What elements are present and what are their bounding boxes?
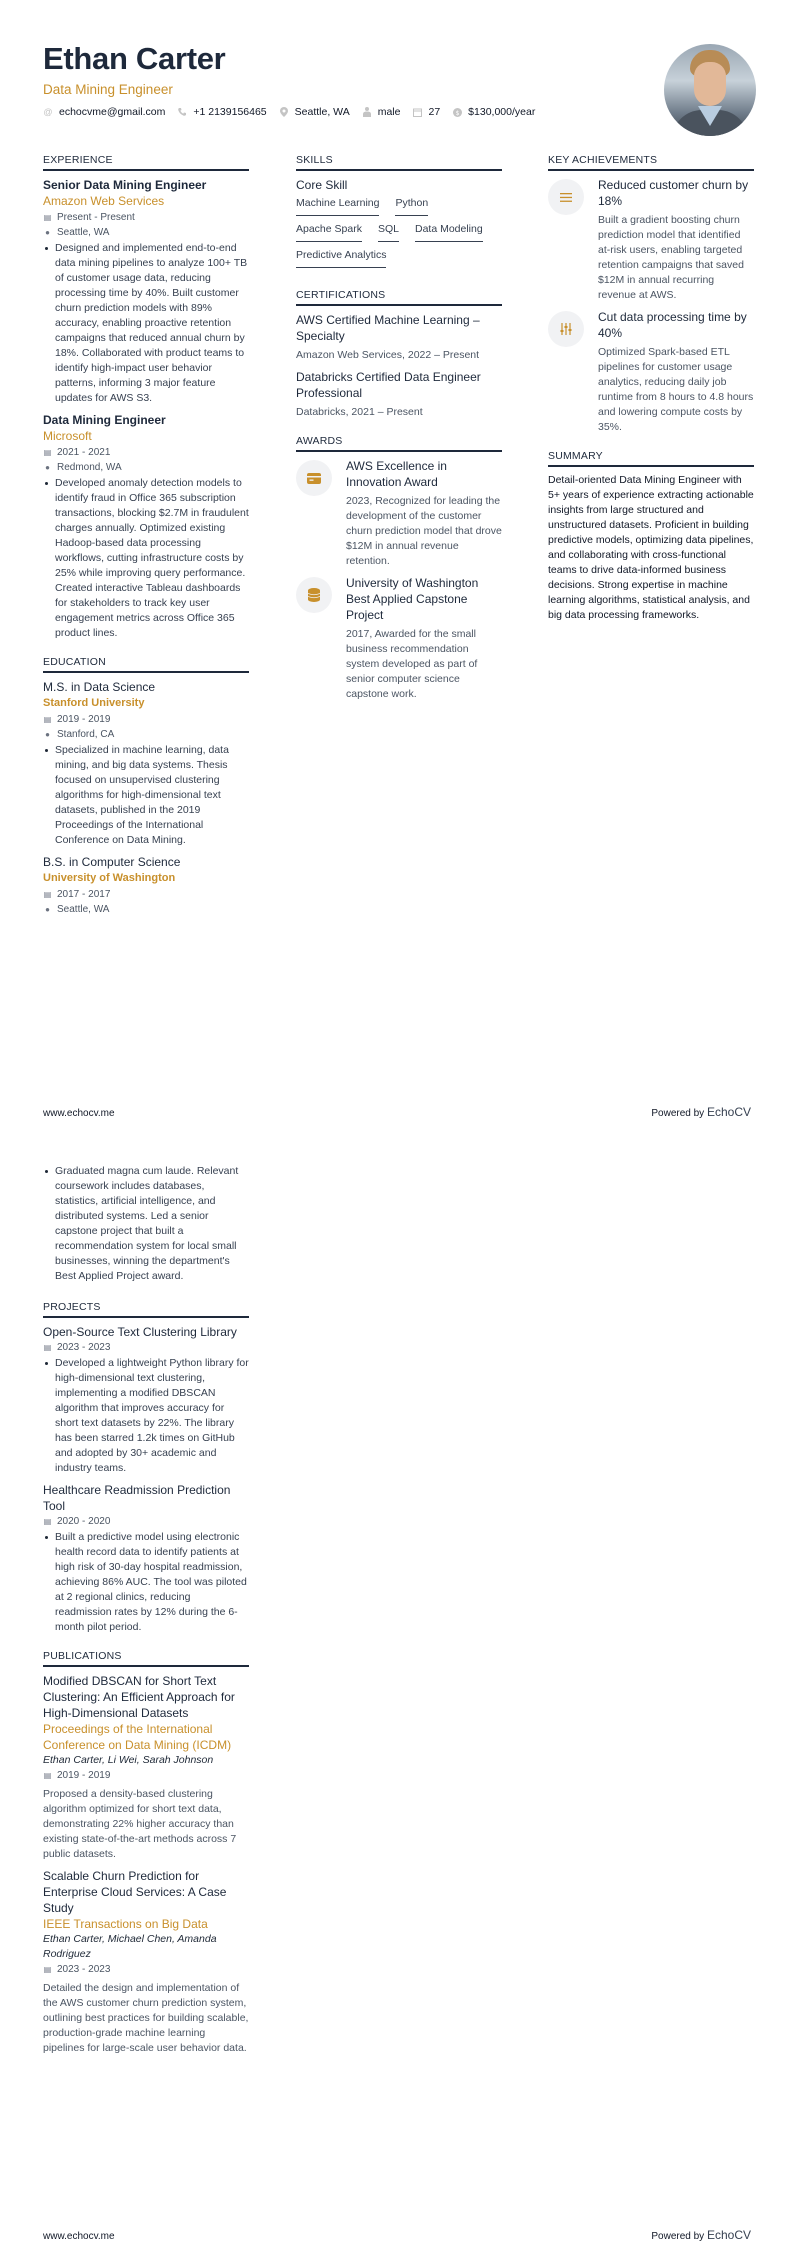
education-entry <box>43 854 249 917</box>
contact-age <box>412 104 440 120</box>
publication-entry <box>43 1868 249 2056</box>
project-entry <box>43 1324 249 1476</box>
calendar-icon: ▤ <box>43 1771 52 1780</box>
cert-title: Databricks Certified Data Engineer Professional <box>296 370 481 400</box>
edu-bullet: Specialized in machine learning, data mining, and big data systems. Thesis focused on unsupervised clustering algorithms for high-dimensional text datasets, published in the 2019 Proceedings of the International Conference on Data Mining. <box>43 743 249 848</box>
summary-text: Detail-oriented Data Mining Engineer with 5+ years of experience extracting actionable insights from large structured and unstructured datasets. Proficient in building predictive models, optimizing data pipelines, and collaborating with cross-functional teams to drive data-informed business decisions. Strong expertise in machine learning algorithms, statistical analysis, and big data processing frameworks. <box>548 474 754 621</box>
section-heading: KEY ACHIEVEMENTS <box>548 153 754 171</box>
candidate-name: Ethan Carter <box>43 41 226 76</box>
salary-value: $130,000/year <box>468 106 536 118</box>
at-icon: @ <box>43 107 53 117</box>
edu-location: ● Seattle, WA <box>43 902 249 917</box>
contact-gender <box>362 104 401 120</box>
coins-icon <box>296 577 332 613</box>
projects-section <box>43 1300 249 1635</box>
education-entry <box>43 679 249 848</box>
calendar-icon: ▤ <box>43 1965 52 1974</box>
lines-icon <box>548 179 584 215</box>
achievement-entry <box>548 309 754 435</box>
publication-authors: Ethan Carter, Li Wei, Sarah Johnson <box>43 1754 214 1766</box>
middle-column <box>296 153 502 716</box>
brand-name[interactable]: EchoCV <box>706 1105 751 1119</box>
section-heading: EXPERIENCE <box>43 153 249 171</box>
edu-bullet: Graduated magna cum laude. Relevant coursework includes databases, statistics, artificial intelligence, and distributed systems. Led a senior capstone project that built a recommendation system for local small businesses, winning the department's Best Applied Project award. <box>43 1164 249 1284</box>
publication-title: Scalable Churn Prediction for Enterprise Cloud Services: A Case Study <box>43 1869 227 1915</box>
section-heading: AWARDS <box>296 434 502 452</box>
award-title: University of Washington Best Applied Capstone Project <box>346 576 479 622</box>
edu-dates: ▤ 2017 - 2017 <box>43 889 111 900</box>
brand-name[interactable]: EchoCV <box>706 2228 751 2242</box>
achievement-entry <box>548 177 754 303</box>
location-pin-icon: ● <box>45 730 50 739</box>
resume-header <box>43 40 643 120</box>
website-link[interactable]: www.echocv.me <box>43 2231 115 2242</box>
page-footer <box>43 1105 751 1119</box>
publication-authors: Ethan Carter, Michael Chen, Amanda Rodriguez <box>43 1933 217 1960</box>
avatar <box>664 44 756 136</box>
award-desc: 2023, Recognized for leading the development of the customer churn prediction model that drove $12M in annual revenue retention. <box>346 495 502 567</box>
publication-entry <box>43 1673 249 1862</box>
resume-page-2 <box>0 1123 794 2246</box>
project-dates: ▤ 2023 - 2023 <box>43 1342 111 1353</box>
calendar-icon: ▤ <box>43 890 52 899</box>
certifications-section <box>296 288 502 420</box>
contact-salary <box>452 104 535 120</box>
calendar-icon: ▤ <box>43 448 52 457</box>
salary-icon <box>452 107 462 117</box>
location-pin-icon: ● <box>45 463 50 472</box>
contact-phone[interactable] <box>177 104 266 120</box>
skill-tag: Apache Spark <box>296 222 362 242</box>
powered-by: Powered by EchoCV <box>651 2228 751 2242</box>
skill-group-title: Core Skill <box>296 178 348 192</box>
section-heading: EDUCATION <box>43 655 249 673</box>
achievement-desc: Optimized Spark-based ETL pipelines for customer usage analytics, reducing daily job runtime from 8 hours to 4.8 hours and lowering compute costs by 35%. <box>598 346 754 433</box>
section-heading: PROJECTS <box>43 1300 249 1318</box>
cert-meta: Amazon Web Services, 2022 – Present <box>296 349 480 361</box>
project-entry <box>43 1482 249 1635</box>
achievements-section <box>548 153 754 435</box>
project-title: Open-Source Text Clustering Library <box>43 1325 237 1339</box>
experience-section <box>43 153 249 641</box>
candidate-title: Data Mining Engineer <box>43 82 173 97</box>
contact-row <box>43 104 643 120</box>
job-dates: ▤ 2021 - 2021 <box>43 447 111 458</box>
calendar-icon <box>412 107 422 117</box>
cert-title: AWS Certified Machine Learning – Specialty <box>296 313 480 343</box>
skills-section <box>296 153 502 274</box>
degree: M.S. in Data Science <box>43 680 156 694</box>
job-location: ● Seattle, WA <box>43 225 249 240</box>
award-title: AWS Excellence in Innovation Award <box>346 459 447 489</box>
project-bullet: Built a predictive model using electronic health record data to identify patients at high risk of 30-day hospital readmission, achieving 86% AUC. The tool was piloted at 2 regional clinics, reducing readmission rates by 12% during the 6-month pilot period. <box>43 1530 249 1635</box>
award-desc: 2017, Awarded for the small business recommendation system developed as part of senior computer science capstone work. <box>346 628 478 700</box>
publication-dates: ▤ 2023 - 2023 <box>43 1964 111 1975</box>
publication-title: Modified DBSCAN for Short Text Clustering: An Efficient Approach for High-Dimensional Datasets <box>43 1674 235 1720</box>
location-pin-icon: ● <box>45 228 50 237</box>
job-entry <box>43 177 249 406</box>
contact-email[interactable] <box>43 104 165 120</box>
company-name: Amazon Web Services <box>43 194 165 208</box>
project-title: Healthcare Readmission Prediction Tool <box>43 1483 231 1513</box>
cert-meta: Databricks, 2021 – Present <box>296 406 423 418</box>
person-icon <box>362 107 372 117</box>
right-column <box>548 153 754 637</box>
project-bullet: Developed a lightweight Python library for high-dimensional text clustering, implementing a modified DBSCAN algorithm that improves accuracy for short text datasets by 22%. The library has been starred 1.2k times on GitHub and adopted by 30+ academic and industry teams. <box>43 1356 249 1476</box>
contact-location <box>279 104 350 120</box>
project-dates: ▤ 2020 - 2020 <box>43 1516 111 1527</box>
school-name: Stanford University <box>43 697 145 709</box>
location-pin-icon <box>279 107 289 117</box>
edu-location: ● Stanford, CA <box>43 727 249 742</box>
awards-section <box>296 434 502 702</box>
education-section <box>43 655 249 917</box>
calendar-icon: ▤ <box>43 715 52 724</box>
edu-dates: ▤ 2019 - 2019 <box>43 714 111 725</box>
section-heading: PUBLICATIONS <box>43 1649 249 1667</box>
email-value: echocvme@gmail.com <box>59 106 166 118</box>
skill-tag: SQL <box>378 222 399 242</box>
skill-tag: Predictive Analytics <box>296 248 386 268</box>
calendar-icon: ▤ <box>43 213 52 222</box>
calendar-icon: ▤ <box>43 1343 52 1352</box>
job-bullet: Designed and implemented end-to-end data mining pipelines to analyze 100+ TB of customer usage data, reducing processing time by 40%. Built customer churn prediction models with 89% accuracy, enabling proactive retention campaigns that reduced annual churn by 18%. Collaborated with product teams to identify high-impact user behavior patterns, informing 3 major feature updates for AWS S3. <box>43 241 249 406</box>
left-column <box>43 153 249 931</box>
school-name: University of Washington <box>43 872 176 884</box>
gender-value: male <box>377 106 401 118</box>
publications-section <box>43 1649 249 2056</box>
company-name: Microsoft <box>43 429 92 443</box>
job-title: Senior Data Mining Engineer <box>43 178 207 192</box>
job-bullet: Developed anomaly detection models to identify fraud in Office 365 subscription transactions, blocking $2.7M in fraudulent charges annually. Optimized existing Hadoop-based data processing workflows, cutting infrastructure costs by 25% while improving query performance. Created interactive Tableau dashboards for stakeholders to track key user engagement metrics across Office 365 product lines. <box>43 476 249 641</box>
powered-by: Powered by EchoCV <box>651 1105 751 1119</box>
website-link[interactable]: www.echocv.me <box>43 1108 115 1119</box>
page-footer <box>43 2228 751 2242</box>
achievement-title: Reduced customer churn by 18% <box>598 178 749 208</box>
card-icon <box>296 460 332 496</box>
age-value: 27 <box>428 106 441 118</box>
location-value: Seattle, WA <box>294 106 350 118</box>
sliders-icon <box>548 311 584 347</box>
award-entry <box>296 575 502 702</box>
publication-venue: Proceedings of the International Conference on Data Mining (ICDM) <box>43 1722 232 1752</box>
location-pin-icon: ● <box>45 905 50 914</box>
job-dates: ▤ Present - Present <box>43 212 135 223</box>
job-title: Data Mining Engineer <box>43 413 166 427</box>
publication-desc: Detailed the design and implementation of the AWS customer churn prediction system, outlining best practices for building scalable, production-grade machine learning pipelines for large-scale user behavior data. <box>43 1982 249 2054</box>
award-entry <box>296 458 502 569</box>
skill-tag: Python <box>395 196 428 216</box>
job-entry <box>43 412 249 641</box>
skill-tag: Machine Learning <box>296 196 379 216</box>
svg-text:$: $ <box>455 109 460 117</box>
section-heading: SUMMARY <box>548 449 754 467</box>
section-heading: CERTIFICATIONS <box>296 288 502 306</box>
calendar-icon: ▤ <box>43 1517 52 1526</box>
phone-icon <box>177 107 187 117</box>
section-heading: SKILLS <box>296 153 502 171</box>
publication-venue: IEEE Transactions on Big Data <box>43 1917 208 1931</box>
achievement-title: Cut data processing time by 40% <box>598 310 747 340</box>
publication-desc: Proposed a density-based clustering algorithm optimized for short text data, demonstrating 22% higher accuracy than existing state-of-the-art methods across 7 public datasets. <box>43 1788 237 1860</box>
job-location: ● Redmond, WA <box>43 460 249 475</box>
skill-list <box>296 196 502 274</box>
skill-tag: Data Modeling <box>415 222 483 242</box>
phone-value: +1 2139156465 <box>193 106 267 118</box>
summary-section <box>548 449 754 623</box>
degree: B.S. in Computer Science <box>43 855 181 869</box>
publication-dates: ▤ 2019 - 2019 <box>43 1770 111 1781</box>
left-column-continued <box>43 1163 249 2070</box>
achievement-desc: Built a gradient boosting churn prediction model that identified at-risk users, enabling targeted retention campaigns that saved $12M in annual recurring revenue at AWS. <box>598 214 744 301</box>
